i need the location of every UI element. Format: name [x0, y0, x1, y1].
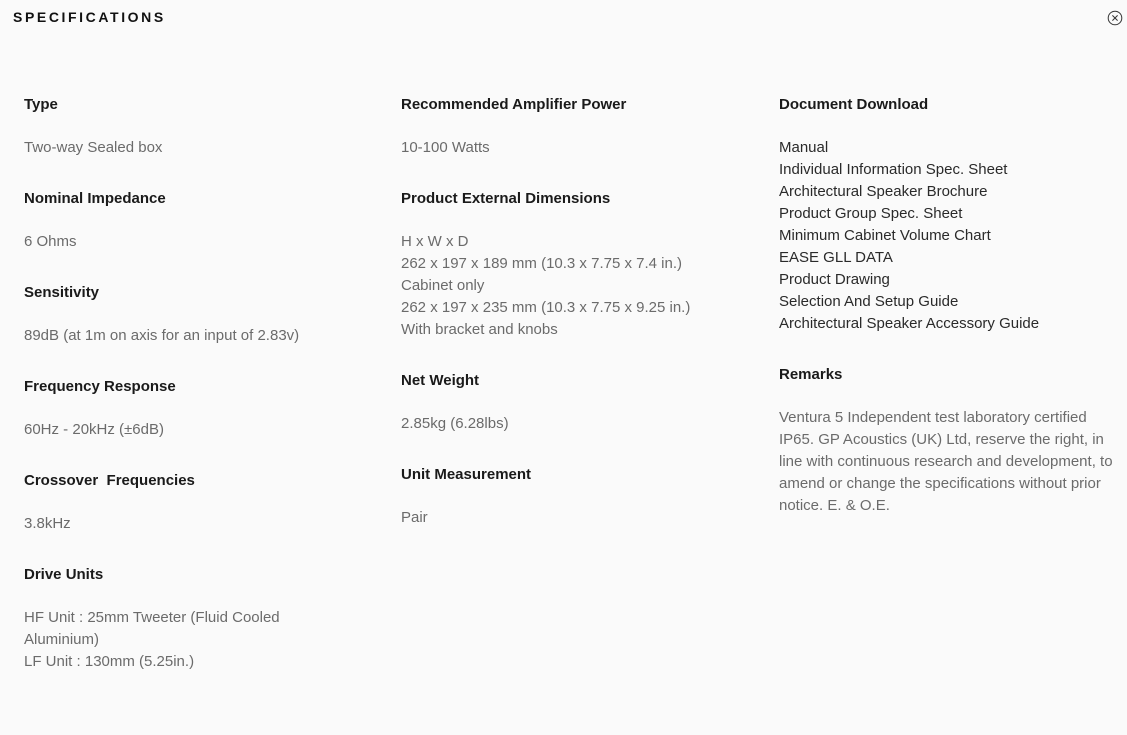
page-title: SPECIFICATIONS [13, 9, 166, 25]
remarks-label: Remarks [779, 366, 843, 383]
remarks-section [779, 365, 1114, 517]
spec-value-line: Two-way Sealed box [24, 139, 163, 156]
spec-value [24, 607, 334, 673]
spec-value-line: 10-100 Watts [401, 139, 490, 156]
document-download-section [779, 95, 1114, 335]
spec-drive-units [24, 565, 334, 673]
document-link-individual-information-spec-sheet[interactable]: Individual Information Spec. Sheet [779, 161, 1008, 178]
document-link-ease-gll-data[interactable]: EASE GLL DATA [779, 249, 893, 266]
spec-value-line: 6 Ohms [24, 233, 77, 250]
spec-value [24, 137, 334, 159]
spec-value [401, 137, 741, 159]
document-link-product-group-spec-sheet[interactable]: Product Group Spec. Sheet [779, 205, 963, 222]
spec-value [401, 507, 741, 529]
document-link-minimum-cabinet-volume-chart[interactable]: Minimum Cabinet Volume Chart [779, 227, 991, 244]
spec-column-2 [401, 95, 741, 559]
document-links [779, 137, 1114, 335]
spec-label: Sensitivity [24, 284, 100, 301]
spec-label: Type [24, 96, 58, 113]
document-download-label: Document Download [779, 96, 929, 113]
spec-value-line: LF Unit : 130mm (5.25in.) [24, 653, 195, 670]
close-icon[interactable] [1107, 10, 1123, 26]
spec-column-3 [779, 95, 1114, 547]
spec-label: Frequency Response [24, 378, 176, 395]
spec-value-line: 262 x 197 x 189 mm (10.3 x 7.75 x 7.4 in.) [401, 255, 682, 272]
spec-recommended-amplifier-power [401, 95, 741, 159]
spec-value-line: H x W x D [401, 233, 469, 250]
spec-product-external-dimensions [401, 189, 741, 341]
spec-value-line: Cabinet only [401, 277, 485, 294]
spec-nominal-impedance [24, 189, 334, 253]
spec-value-line: 3.8kHz [24, 515, 71, 532]
spec-value [24, 231, 334, 253]
remarks-text: Ventura 5 Independent test laboratory certified IP65. GP Acoustics (UK) Ltd, reserve the right, in line with continuous research and development, to amend or change the specifications without prior notice. E. & O.E. [779, 409, 1113, 514]
spec-label: Net Weight [401, 372, 480, 389]
spec-value-line: 60Hz - 20kHz (±6dB) [24, 421, 164, 438]
document-link-selection-and-setup-guide[interactable]: Selection And Setup Guide [779, 293, 959, 310]
spec-value [24, 419, 334, 441]
spec-column-1 [24, 95, 334, 703]
spec-value [24, 513, 334, 535]
spec-net-weight [401, 371, 741, 435]
document-link-manual[interactable]: Manual [779, 139, 829, 156]
spec-value-line: Pair [401, 509, 428, 526]
spec-value-line: 2.85kg (6.28lbs) [401, 415, 509, 432]
spec-crossover-frequencies [24, 471, 334, 535]
spec-label: Drive Units [24, 566, 104, 583]
spec-label: Product External Dimensions [401, 190, 611, 207]
spec-value [401, 231, 741, 341]
spec-value-line: 262 x 197 x 235 mm (10.3 x 7.75 x 9.25 in.) [401, 299, 691, 316]
spec-value-line: 89dB (at 1m on axis for an input of 2.83v) [24, 327, 300, 344]
spec-label: Unit Measurement [401, 466, 532, 483]
spec-value-line: HF Unit : 25mm Tweeter (Fluid Cooled Aluminium) [24, 609, 280, 648]
spec-value [401, 413, 741, 435]
spec-value [24, 325, 334, 347]
document-link-architectural-speaker-brochure[interactable]: Architectural Speaker Brochure [779, 183, 988, 200]
document-link-architectural-speaker-accessory-guide[interactable]: Architectural Speaker Accessory Guide [779, 315, 1040, 332]
spec-frequency-response [24, 377, 334, 441]
spec-label: Nominal Impedance [24, 190, 166, 207]
spec-type [24, 95, 334, 159]
spec-sensitivity [24, 283, 334, 347]
spec-unit-measurement [401, 465, 741, 529]
spec-label: Recommended Amplifier Power [401, 96, 627, 113]
spec-label: Crossover Frequencies [24, 472, 195, 489]
spec-value-line: With bracket and knobs [401, 321, 558, 338]
document-link-product-drawing[interactable]: Product Drawing [779, 271, 890, 288]
